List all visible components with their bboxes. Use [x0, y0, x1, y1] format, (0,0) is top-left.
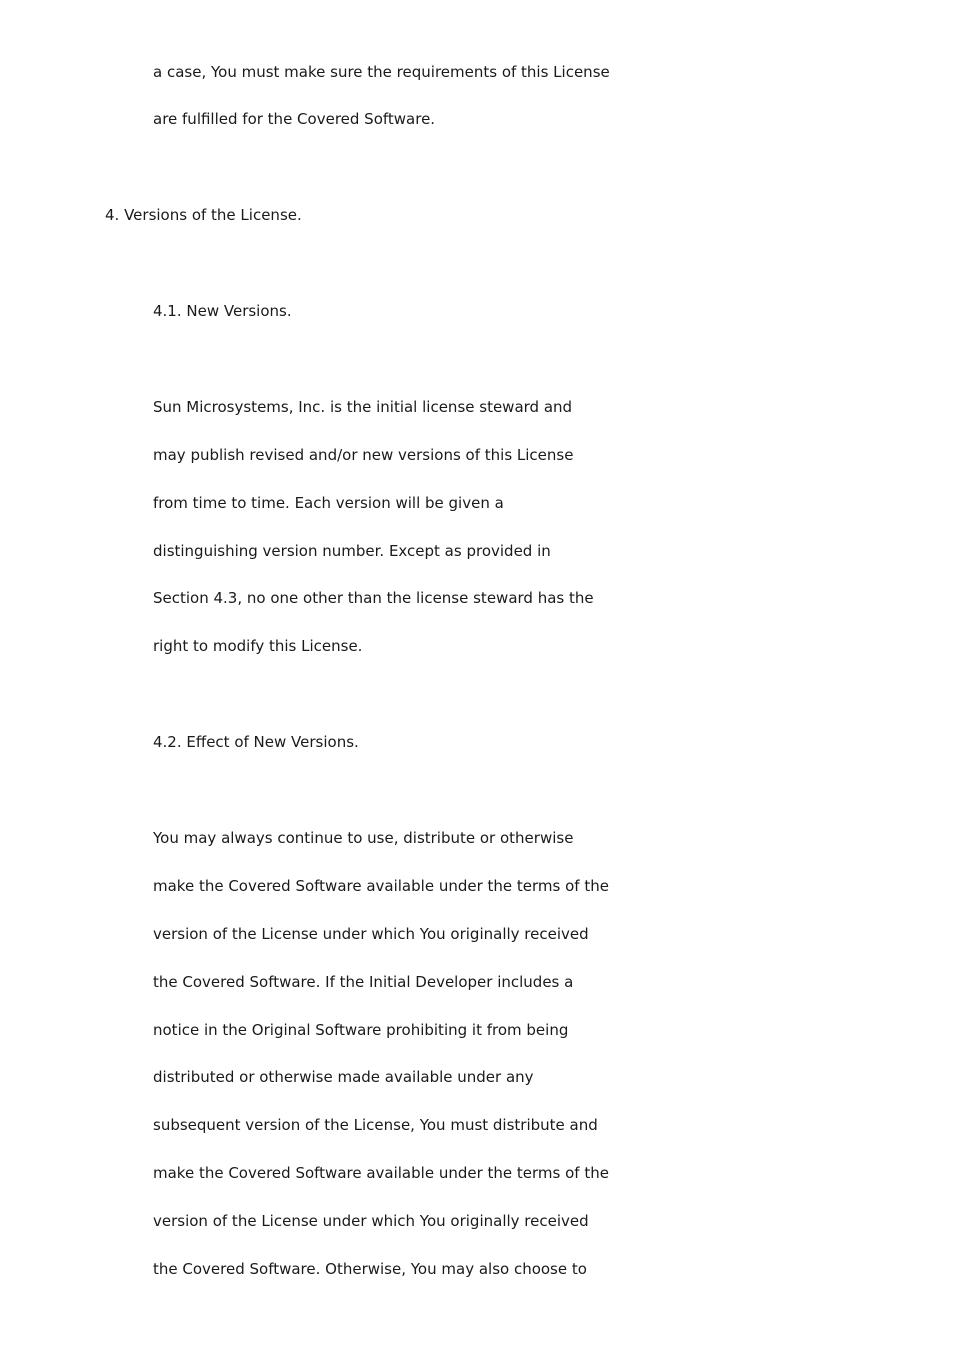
paragraph-line: version of the License under which You originally received — [153, 925, 589, 943]
paragraph-line: make the Covered Software available under the terms of the — [153, 1164, 609, 1182]
paragraph-line: Section 4.3, no one other than the license steward has the — [153, 589, 594, 607]
subsection-heading: 4.2. Effect of New Versions. — [153, 733, 359, 751]
paragraph-line: may publish revised and/or new versions of this License — [153, 446, 574, 464]
section-heading: 4. Versions of the License. — [105, 206, 302, 224]
paragraph-line: the Covered Software. Otherwise, You may also choose to — [153, 1260, 587, 1278]
paragraph-line: the Covered Software. If the Initial Developer includes a — [153, 973, 574, 991]
paragraph-line: version of the License under which You originally received — [153, 1212, 589, 1230]
paragraph-line: subsequent version of the License, You must distribute and — [153, 1116, 598, 1134]
paragraph-line: from time to time. Each version will be given a — [153, 494, 504, 512]
paragraph-line: right to modify this License. — [153, 637, 363, 655]
paragraph-line: a case, You must make sure the requirements of this License — [153, 63, 610, 81]
paragraph-line: You may always continue to use, distribute or otherwise — [153, 829, 574, 847]
paragraph-line: notice in the Original Software prohibiting it from being — [153, 1021, 569, 1039]
paragraph-line: are fulfilled for the Covered Software. — [153, 110, 436, 128]
paragraph-line: distinguishing version number. Except as provided in — [153, 542, 551, 560]
paragraph-line: make the Covered Software available under the terms of the — [153, 877, 609, 895]
subsection-heading: 4.1. New Versions. — [153, 302, 292, 320]
paragraph-line: distributed or otherwise made available under any — [153, 1068, 534, 1086]
paragraph-line: Sun Microsystems, Inc. is the initial license steward and — [153, 398, 573, 416]
